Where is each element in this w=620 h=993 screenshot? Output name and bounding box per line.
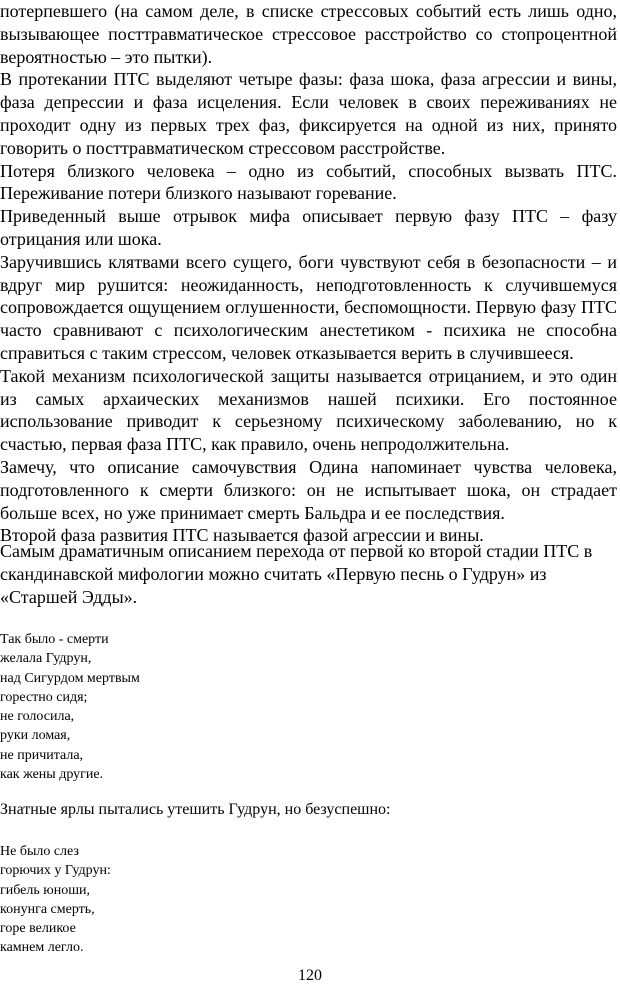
intro-paragraph: Самым драматичным описанием перехода от первой ко второй стадии ПТС в скандинавской мифологии можно считать «Первую песнь о Гудрун» из «Старшей Эдды».: [0, 541, 593, 607]
poem-stanza-1: [0, 630, 140, 784]
poem-line: не причитала,: [0, 747, 84, 763]
paragraph: Замечу, что описание самочувствия Одина напоминает чувства человека, подготовленного к смерти близкого: он не испытывает шока, он страдает больше всех, но уже принимает смерть Бальдра и ее последствия.: [0, 456, 617, 523]
poem-line: горючих у Гудрун:: [0, 863, 111, 879]
poem-line: Не было слез: [0, 844, 79, 859]
poem-line: не голосила,: [0, 709, 75, 725]
poem-line: камнем легло.: [0, 940, 84, 956]
poem-line: горестно сидя;: [0, 689, 88, 705]
poem-line: как жены другие.: [0, 767, 104, 783]
paragraph: Такой механизм психологической защиты называется отрицанием, и это один из самых архаических механизмов нашей психики. Его постоянное использование приводит к серьезному психическому заболеванию, но к счастью, первая фаза ПТС, как правило, очень непродолжительна.: [0, 365, 617, 455]
paragraph: Второй фаза развития ПТС называется фазой агрессии и вины.: [0, 525, 484, 546]
poem-line: горе великое: [0, 921, 76, 937]
page-number: 120: [298, 967, 322, 984]
caption-text: Знатные ярлы пытались утешить Гудрун, но безуспешно:: [0, 801, 391, 818]
paragraph: потерпевшего (на самом деле, в списке стрессовых событий есть лишь одно, вызывающее посттравматическое стрессовое расстройство со стопроцентной вероятностью – это пытки).: [0, 1, 617, 67]
poem-line: желала Гудрун,: [0, 651, 92, 667]
poem-line: Так было - смерти: [0, 632, 109, 647]
poem-line: гибель юноши,: [0, 882, 90, 898]
paragraph: В протекании ПТС выделяют четыре фазы: фаза шока, фаза агрессии и вины, фаза депрессии и фаза исцеления. Если человек в своих переживаниях не проходит одну из первых трех фаз, фиксируется на одной из них, принято говорить о посттравматическом стрессовом расстройстве.: [0, 69, 617, 158]
poem-line: над Сигурдом мертвым: [0, 670, 140, 686]
paragraph: Потеря близкого человека – одно из событий, способных вызвать ПТС. Переживание потери близкого называют горевание.: [0, 160, 617, 204]
poem-line: конунга смерть,: [0, 901, 95, 917]
paragraph: Заручившись клятвами всего сущего, боги чувствуют себя в безопасности – и вдруг мир рушится: неожиданность, неподготовленность к случившемуся сопровождается ощущением оглушенности, беспомощности. Первую фазу ПТС часто сравнивают с психологическим анестетиком - психика не способна справиться с таким стрессом, человек отказывается верить в случившееся.: [0, 251, 617, 363]
poem-line: руки ломая,: [0, 728, 71, 744]
poem-stanza-2: [0, 842, 111, 958]
paragraph: Приведенный выше отрывок мифа описывает первую фазу ПТС – фазу отрицания или шока.: [0, 206, 617, 249]
